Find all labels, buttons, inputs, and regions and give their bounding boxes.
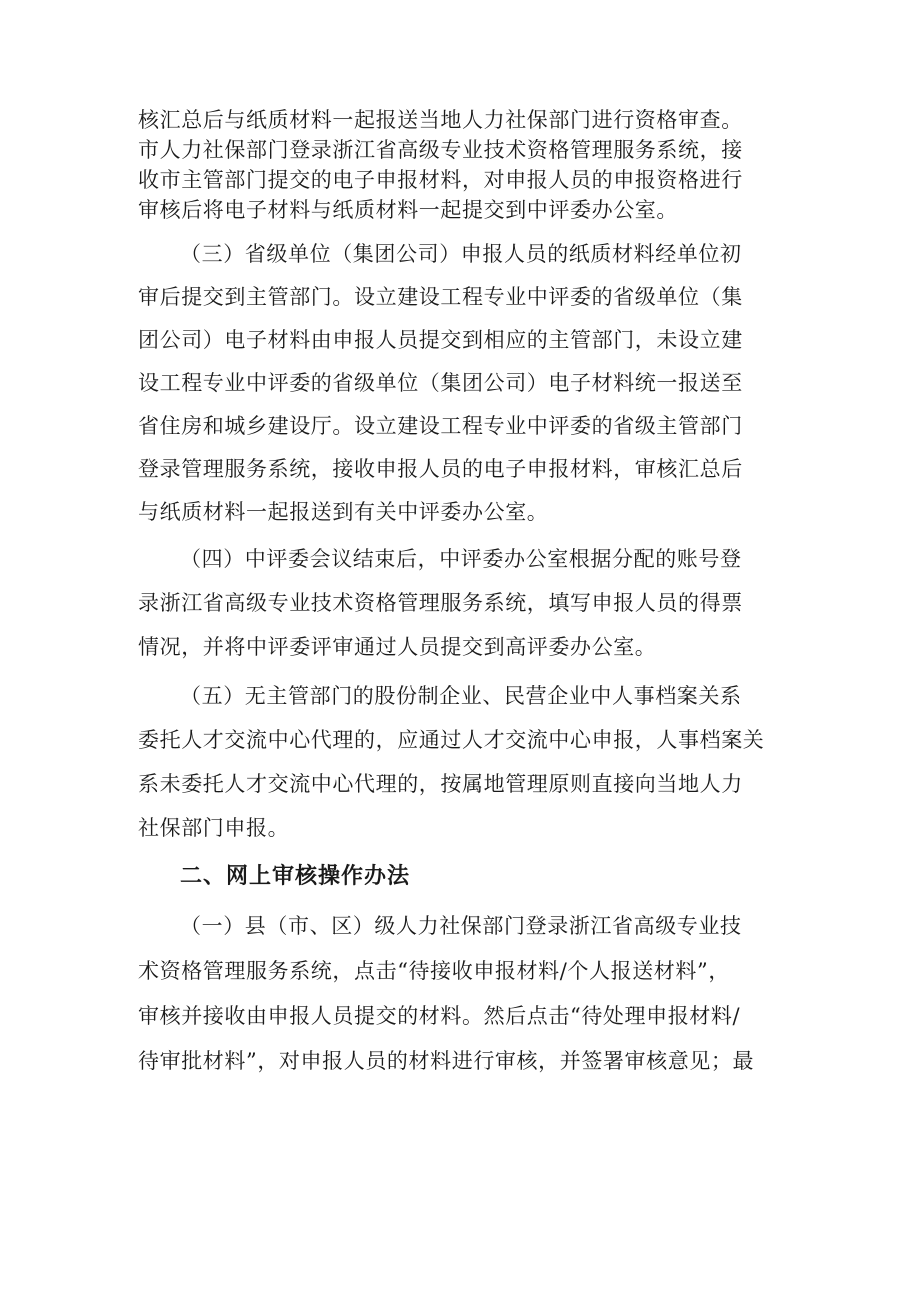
paragraph-line: 核汇总后与纸质材料一起报送当地人力社保部门进行资格审查。 <box>138 108 743 132</box>
paragraph-line: 社保部门申报。 <box>138 816 290 840</box>
paragraph-line: 委托人才交流中心代理的，应通过人才交流中心申报，人事档案关 <box>138 728 765 752</box>
paragraph-line: （四）中评委会议结束后，中评委办公室根据分配的账号登 <box>180 547 742 571</box>
paragraph-line: 登录管理服务系统，接收申报人员的电子申报材料，审核汇总后 <box>138 457 743 481</box>
paragraph-line: 收市主管部门提交的电子申报材料，对申报人员的申报资格进行 <box>138 168 743 192</box>
paragraph-line: 审核后将电子材料与纸质材料一起提交到中评委办公室。 <box>138 198 678 222</box>
paragraph-line: 审后提交到主管部门。设立建设工程专业中评委的省级单位（集 <box>138 285 743 309</box>
paragraph-line: 待审批材料”，对申报人员的材料进行审核，并签署审核意见；最 <box>138 1049 755 1073</box>
paragraph-line: （一）县（市、区）级人力社保部门登录浙江省高级专业技 <box>180 914 742 938</box>
paragraph-line: 术资格管理服务系统，点击“待接收申报材料/个人报送材料”， <box>138 959 730 983</box>
paragraph-line: （五）无主管部门的股份制企业、民营企业中人事档案关系 <box>180 684 742 708</box>
paragraph-line: 系未委托人才交流中心代理的，按属地管理原则直接向当地人力 <box>138 772 743 796</box>
paragraph-line: 录浙江省高级专业技术资格管理服务系统，填写申报人员的得票 <box>138 591 743 615</box>
paragraph-line: 设工程专业中评委的省级单位（集团公司）电子材料统一报送至 <box>138 371 743 395</box>
paragraph-line: 情况，并将中评委评审通过人员提交到高评委办公室。 <box>138 635 657 659</box>
paragraph-line: 审核并接收由申报人员提交的材料。然后点击“待处理申报材料/ <box>138 1004 741 1028</box>
paragraph-line: 省住房和城乡建设厅。设立建设工程专业中评委的省级主管部门 <box>138 414 743 438</box>
paragraph-line: 与纸质材料一起报送到有关中评委办公室。 <box>138 500 549 524</box>
paragraph-line: （三）省级单位（集团公司）申报人员的纸质材料经单位初 <box>180 242 742 266</box>
section-heading: 二、网上审核操作办法 <box>180 864 411 889</box>
paragraph-line: 团公司）电子材料由申报人员提交到相应的主管部门，未设立建 <box>138 328 743 352</box>
paragraph-line: 市人力社保部门登录浙江省高级专业技术资格管理服务系统，接 <box>138 138 743 162</box>
